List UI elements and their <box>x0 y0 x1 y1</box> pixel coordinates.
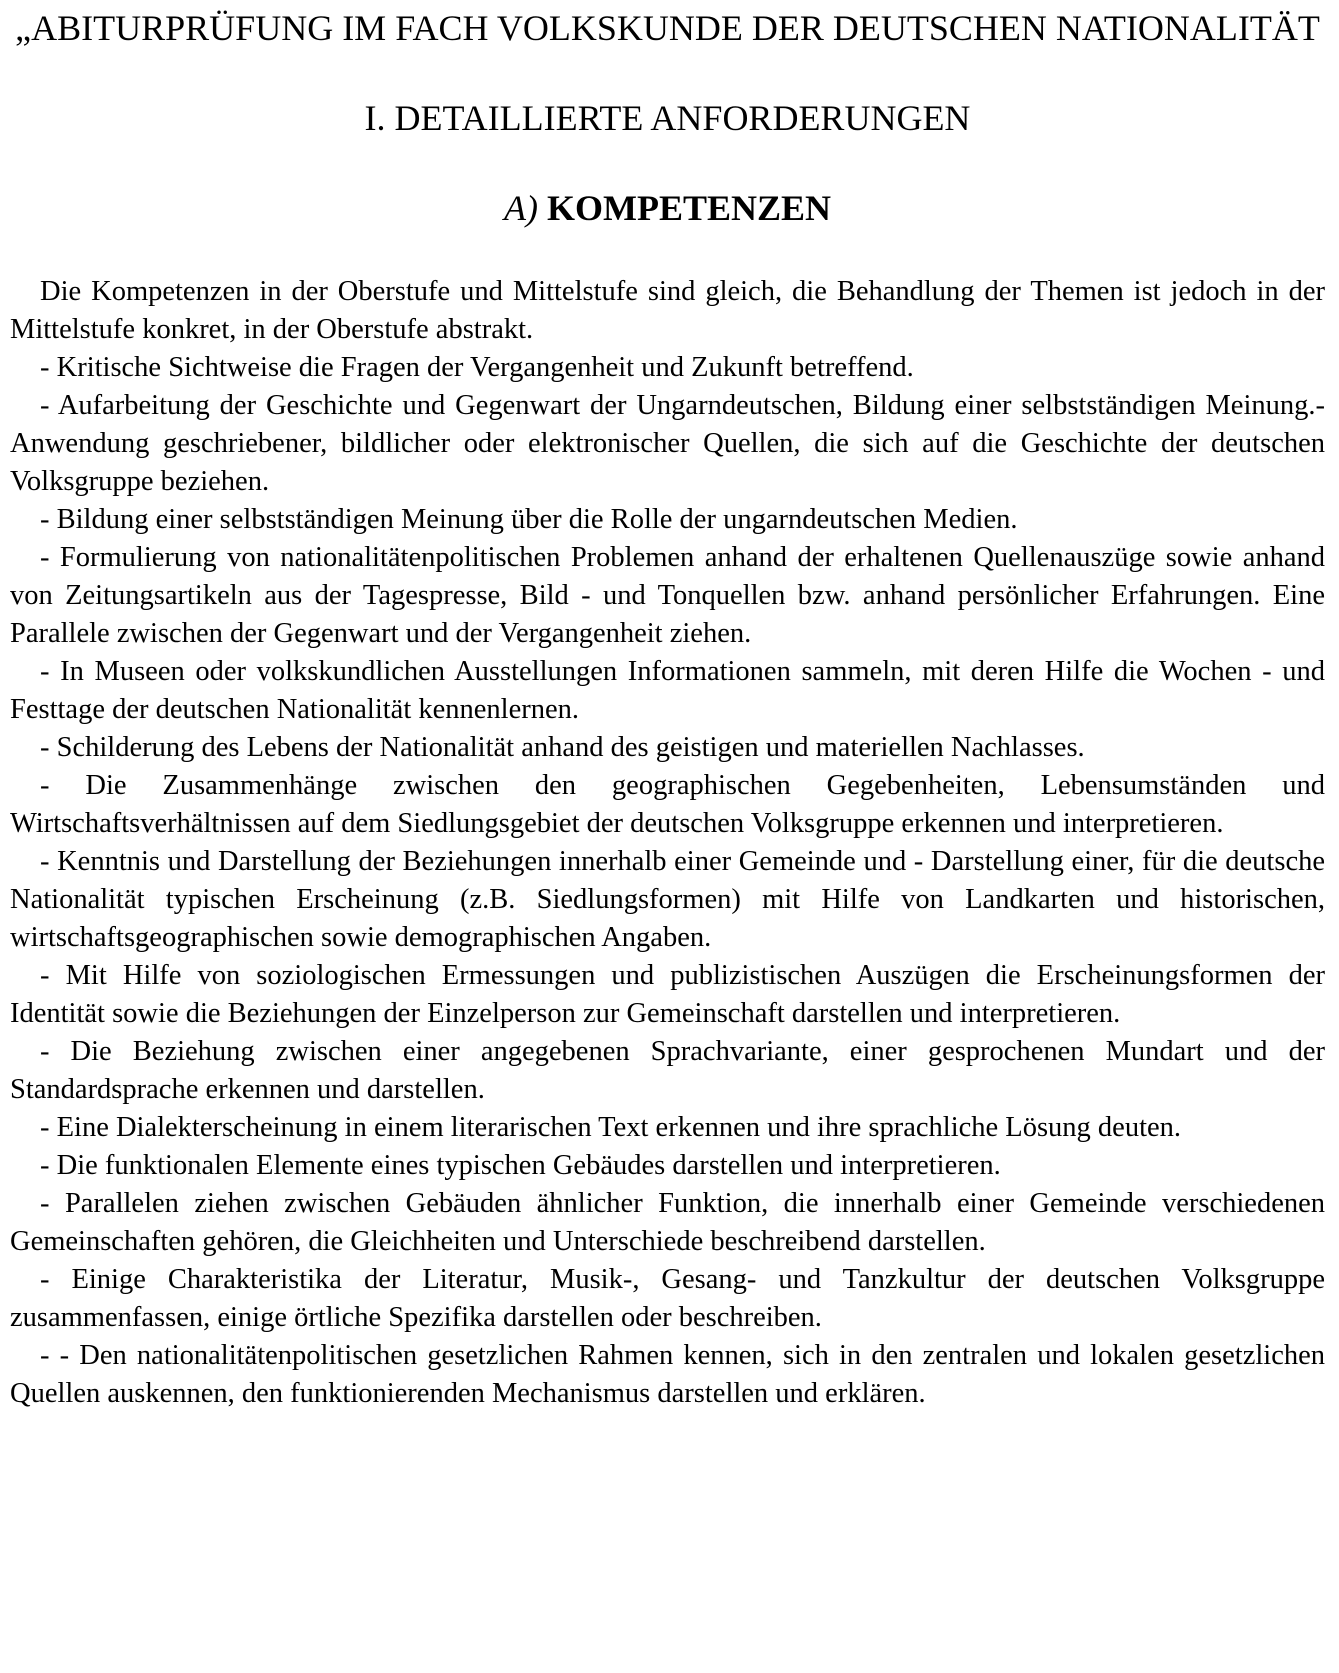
subsection-title: KOMPETENZEN <box>546 188 831 228</box>
list-item: - Eine Dialekterscheinung in einem literarischen Text erkennen und ihre sprachliche Lösung deuten. <box>40 1112 1182 1143</box>
list-item: - Mit Hilfe von soziologischen Ermessungen und publizistischen Auszügen die Erscheinungsformen der Identität sowie die Beziehungen der Einzelperson zur Gemeinschaft darstellen und interpretieren. <box>10 960 1325 1029</box>
list-item: - Parallelen ziehen zwischen Gebäuden ähnlicher Funktion, die innerhalb einer Gemeinde verschiedenen Gemeinschaften gehören, die Gleichheiten und Unterschiede beschreibend darstellen. <box>10 1188 1325 1257</box>
competence-list <box>10 273 1325 1413</box>
paragraph-intro: Die Kompetenzen in der Oberstufe und Mittelstufe sind gleich, die Behandlung der Themen ist jedoch in der Mittelstufe konkret, in der Oberstufe abstrakt. <box>10 276 1325 345</box>
list-item: - Formulierung von nationalitätenpolitischen Problemen anhand der erhaltenen Quellenauszüge sowie anhand von Zeitungsartikeln aus der Tagespresse, Bild - und Tonquellen bzw. anhand persönlicher Erfahrungen. Eine Parallele zwischen der Gegenwart und der Vergangenheit ziehen. <box>10 542 1325 649</box>
list-item: - Schilderung des Lebens der Nationalität anhand des geistigen und materiellen Nachlasses. <box>40 732 1085 763</box>
list-item: - Die funktionalen Elemente eines typischen Gebäudes darstellen und interpretieren. <box>40 1150 1001 1181</box>
document-title: „ABITURPRÜFUNG IM FACH VOLKSKUNDE DER DEUTSCHEN NATIONALITÄT <box>15 8 1320 48</box>
list-item: - Bildung einer selbstständigen Meinung über die Rolle der ungarndeutschen Medien. <box>40 504 1018 535</box>
document-page <box>10 0 1325 1413</box>
list-item: - - Den nationalitätenpolitischen gesetzlichen Rahmen kennen, sich in den zentralen und lokalen gesetzlichen Quellen auskennen, den funktionierenden Mechanismus darstellen und erklären. <box>10 1340 1325 1409</box>
list-item: - In Museen oder volkskundlichen Ausstellungen Informationen sammeln, mit deren Hilfe die Wochen - und Festtage der deutschen Nationalität kennenlernen. <box>10 656 1325 725</box>
list-item: - Einige Charakteristika der Literatur, Musik-, Gesang- und Tanzkultur der deutschen Volksgruppe zusammenfassen, einige örtliche Spezifika darstellen oder beschreiben. <box>10 1264 1325 1333</box>
list-item: - Kenntnis und Darstellung der Beziehungen innerhalb einer Gemeinde und - Darstellung einer, für die deutsche Nationalität typischen Erscheinung (z.B. Siedlungsformen) mit Hilfe von Landkarten und historischen, wirtschaftsgeographischen sowie demographischen Angaben. <box>10 846 1325 953</box>
list-item: - Die Beziehung zwischen einer angegebenen Sprachvariante, einer gesprochenen Mundart und der Standardsprache erkennen und darstellen. <box>10 1036 1325 1105</box>
subsection-letter: A) <box>503 188 538 228</box>
section-heading: I. DETAILLIERTE ANFORDERUNGEN <box>364 98 971 138</box>
list-item: - Aufarbeitung der Geschichte und Gegenwart der Ungarndeutschen, Bildung einer selbstständigen Meinung.- Anwendung geschriebener, bildlicher oder elektronischer Quellen, die sich auf die Geschichte der deutschen Volksgruppe beziehen. <box>10 390 1325 497</box>
list-item: - Die Zusammenhänge zwischen den geographischen Gegebenheiten, Lebensumständen und Wirtschaftsverhältnissen auf dem Siedlungsgebiet der deutschen Volksgruppe erkennen und interpretieren. <box>10 770 1325 839</box>
list-item: - Kritische Sichtweise die Fragen der Vergangenheit und Zukunft betreffend. <box>40 352 914 383</box>
subsection-heading <box>10 188 1325 228</box>
